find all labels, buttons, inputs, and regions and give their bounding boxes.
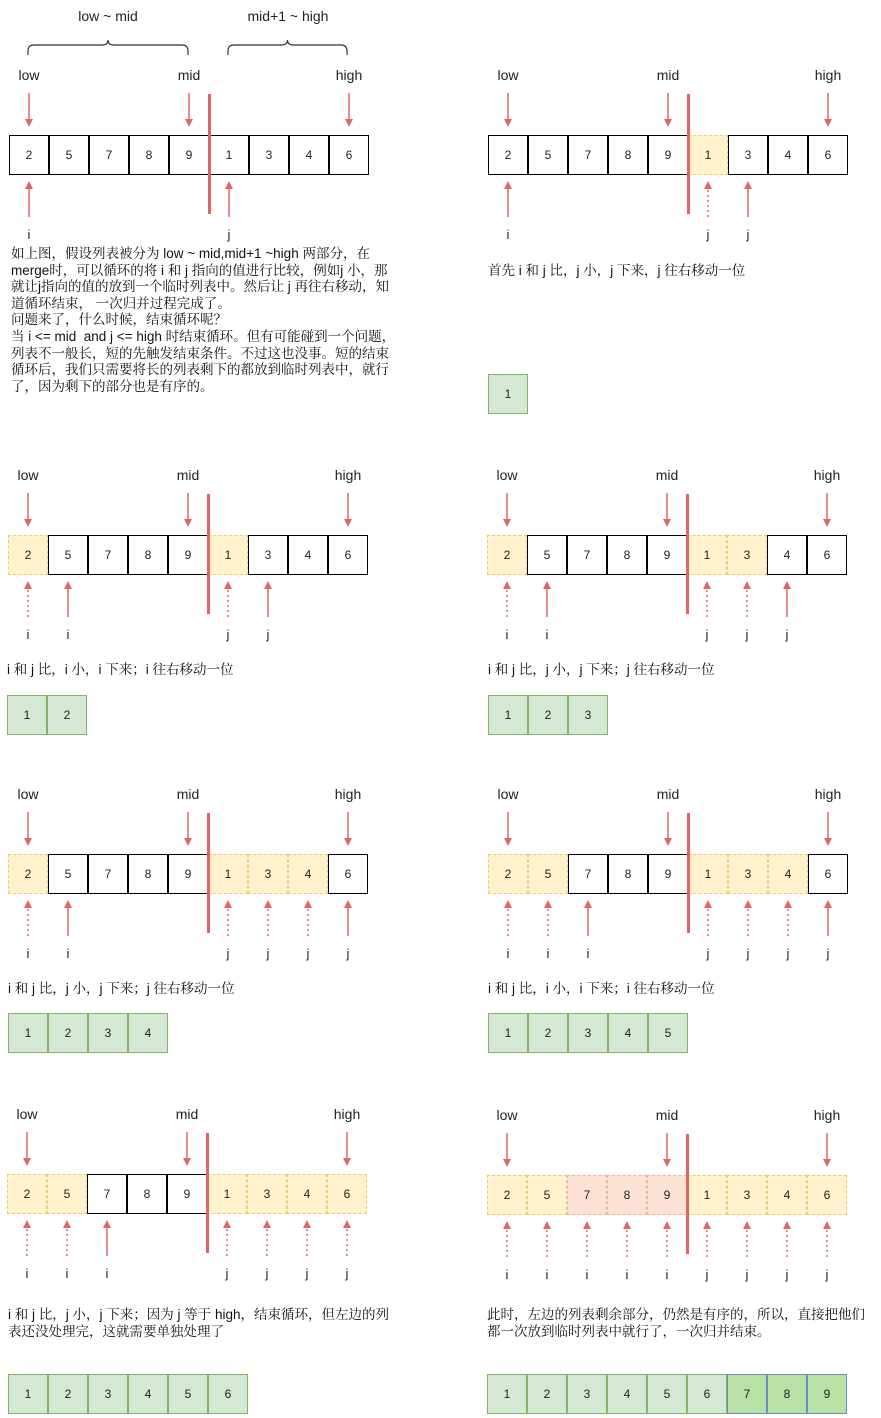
panel-4-high-label: high xyxy=(813,467,841,483)
panel-2-caption: 首先 i 和 j 比，j 小，j 下来，j 往右移动一位 xyxy=(488,263,746,278)
panel-6-array-cell: 5 xyxy=(528,854,568,894)
panel-7-temp-list-cell: 1 xyxy=(8,1374,48,1414)
panel-4-array-cell: 4 xyxy=(767,535,807,575)
panel-5-temp-list-cell: 1 xyxy=(8,1013,48,1053)
panel-4-array-cell: 9 xyxy=(647,535,687,575)
panel-1-i-pointer-arrow xyxy=(25,181,33,217)
panel-1-array-cell: 6 xyxy=(329,135,369,175)
panel-1-split-divider xyxy=(208,94,211,214)
panel-4-i-pointer-label: i xyxy=(545,627,549,642)
panel-2-array-cell: 3 xyxy=(728,135,768,175)
panel-6-high-arrow xyxy=(824,812,832,846)
panel-5-j-pointer-arrow xyxy=(304,900,312,936)
panel-5-array-cell: 8 xyxy=(128,854,168,894)
panel-2-array-cell: 4 xyxy=(768,135,808,175)
panel-7-j-pointer-label: j xyxy=(345,1266,349,1281)
panel-6-high-label: high xyxy=(814,786,842,802)
right-half-label: mid+1 ~ high xyxy=(247,8,329,24)
panel-5-i-pointer-arrow xyxy=(64,900,72,936)
panel-8-high-label: high xyxy=(813,1107,841,1123)
panel-4-split-divider xyxy=(686,494,689,614)
panel-7-i-pointer-arrow xyxy=(63,1220,71,1256)
panel-2-array-cell: 6 xyxy=(808,135,848,175)
panel-4-j-pointer-label: j xyxy=(785,627,789,642)
panel-1-high-arrow xyxy=(345,93,353,127)
panel-7-array-cell: 3 xyxy=(247,1174,287,1214)
panel-8-split-divider xyxy=(686,1134,689,1254)
panel-4-caption: i 和 j 比，j 小，j 下来；j 往右移动一位 xyxy=(488,662,715,677)
panel-3-i-pointer-label: i xyxy=(26,627,30,642)
panel-7-i-pointer-label: i xyxy=(25,1266,29,1281)
panel-8-high-arrow xyxy=(823,1133,831,1167)
panel-6-i-pointer-arrow xyxy=(504,900,512,936)
panel-3-split-divider xyxy=(207,494,210,614)
panel-2-array-cell: 9 xyxy=(648,135,688,175)
left-half-label: low ~ mid xyxy=(78,8,138,24)
panel-4-i-pointer-label: i xyxy=(505,627,509,642)
panel-5-array-cell: 3 xyxy=(248,854,288,894)
panel-2-split-divider xyxy=(687,94,690,214)
panel-1-mid-arrow xyxy=(185,93,193,127)
panel-1-array-cell: 1 xyxy=(209,135,249,175)
panel-6-array-cell: 7 xyxy=(568,854,608,894)
panel-4-temp-list-cell: 1 xyxy=(488,695,528,735)
panel-3-j-pointer-arrow xyxy=(264,581,272,617)
panel-1-low-arrow xyxy=(25,93,33,127)
panel-1-j-pointer-arrow xyxy=(225,181,233,217)
panel-8-i-pointer-label: i xyxy=(585,1267,589,1282)
panel-8-array-cell: 7 xyxy=(567,1175,607,1215)
panel-5-array-cell: 9 xyxy=(168,854,208,894)
panel-8-i-pointer-arrow xyxy=(543,1221,551,1257)
panel-5-mid-label: mid xyxy=(176,786,200,802)
panel-3-temp-list-cell: 1 xyxy=(7,695,47,735)
panel-7-j-pointer-arrow xyxy=(343,1220,351,1256)
panel-7-array-cell: 8 xyxy=(127,1174,167,1214)
panel-6-temp-list-cell: 5 xyxy=(648,1013,688,1053)
panel-2-low-label: low xyxy=(497,67,519,83)
panel-3-low-arrow xyxy=(24,493,32,527)
panel-8-i-pointer-label: i xyxy=(545,1267,549,1282)
panel-3-j-pointer-arrow xyxy=(224,581,232,617)
left-half-brace xyxy=(28,40,188,55)
panel-3-array-cell: 9 xyxy=(168,535,208,575)
panel-8-j-pointer-label: j xyxy=(825,1267,829,1282)
panel-1-j-pointer-label: j xyxy=(227,227,231,242)
panel-4-j-pointer-arrow xyxy=(743,581,751,617)
panel-2-temp-list-cell: 1 xyxy=(488,374,528,414)
panel-6-split-divider xyxy=(687,813,690,933)
panel-3-j-pointer-label: j xyxy=(266,627,270,642)
panel-8-temp-list-cell: 2 xyxy=(527,1374,567,1414)
panel-5-low-label: low xyxy=(17,786,39,802)
panel-4-array-cell: 8 xyxy=(607,535,647,575)
panel-6-low-arrow xyxy=(504,812,512,846)
panel-6-j-pointer-arrow xyxy=(704,900,712,936)
panel-8-low-label: low xyxy=(496,1107,518,1123)
panel-1-high-label: high xyxy=(335,67,363,83)
panel-4-j-pointer-arrow xyxy=(703,581,711,617)
panel-5-high-arrow xyxy=(344,812,352,846)
panel-4-array-cell: 6 xyxy=(807,535,847,575)
panel-4-array-cell: 5 xyxy=(527,535,567,575)
panel-8-array-cell: 4 xyxy=(767,1175,807,1215)
panel-8-temp-list-cell: 1 xyxy=(487,1374,527,1414)
panel-5-temp-list-cell: 3 xyxy=(88,1013,128,1053)
panel-5-array-cell: 2 xyxy=(8,854,48,894)
panel-7-mid-arrow xyxy=(183,1132,191,1166)
panel-5-high-label: high xyxy=(334,786,362,802)
panel-6-j-pointer-label: j xyxy=(746,946,750,961)
panel-4-j-pointer-arrow xyxy=(783,581,791,617)
panel-5-i-pointer-arrow xyxy=(24,900,32,936)
panel-6-j-pointer-label: j xyxy=(786,946,790,961)
panel-7-temp-list-cell: 6 xyxy=(208,1374,248,1414)
panel-7-array-cell: 5 xyxy=(47,1174,87,1214)
panel-3-i-pointer-arrow xyxy=(24,581,32,617)
panel-3-high-label: high xyxy=(334,467,362,483)
panel-6-array-cell: 6 xyxy=(808,854,848,894)
panel-6-array-cell: 4 xyxy=(768,854,808,894)
panel-3-array-cell: 2 xyxy=(8,535,48,575)
panel-6-array-cell: 1 xyxy=(688,854,728,894)
panel-2-array-cell: 8 xyxy=(608,135,648,175)
panel-5-array-cell: 4 xyxy=(288,854,328,894)
panel-1-array-cell: 5 xyxy=(49,135,89,175)
panel-1-array-cell: 3 xyxy=(249,135,289,175)
panel-2-low-arrow xyxy=(504,93,512,127)
panel-1-low-label: low xyxy=(18,67,40,83)
panel-7-array-cell: 7 xyxy=(87,1174,127,1214)
panel-8-temp-list-cell: 3 xyxy=(567,1374,607,1414)
panel-8-i-pointer-label: i xyxy=(625,1267,629,1282)
panel-3-array-cell: 4 xyxy=(288,535,328,575)
panel-6-i-pointer-arrow xyxy=(584,900,592,936)
panel-7-i-pointer-label: i xyxy=(65,1266,69,1281)
panel-3-mid-label: mid xyxy=(176,467,200,483)
panel-6-caption: i 和 j 比，i 小，i 下来；i 往右移动一位 xyxy=(488,981,715,996)
panel-6-j-pointer-label: j xyxy=(826,946,830,961)
panel-8-j-pointer-arrow xyxy=(783,1221,791,1257)
panel-8-array-cell: 2 xyxy=(487,1175,527,1215)
panel-2-i-pointer-label: i xyxy=(506,227,510,242)
panel-8-i-pointer-arrow xyxy=(503,1221,511,1257)
panel-5-j-pointer-arrow xyxy=(224,900,232,936)
panel-7-temp-list-cell: 5 xyxy=(168,1374,208,1414)
panel-7-j-pointer-label: j xyxy=(305,1266,309,1281)
panel-6-array-cell: 2 xyxy=(488,854,528,894)
panel-8-j-pointer-arrow xyxy=(743,1221,751,1257)
panel-2-j-pointer-label: j xyxy=(746,227,750,242)
panel-7-i-pointer-arrow xyxy=(23,1220,31,1256)
panel-3-high-arrow xyxy=(344,493,352,527)
panel-2-i-pointer-arrow xyxy=(504,181,512,217)
panel-7-array-cell: 4 xyxy=(287,1174,327,1214)
panel-7-caption: i 和 j 比，j 小，j 下来；因为 j 等于 high，结束循环，但左边的列表还没处理完，这就需要单独处理了 xyxy=(8,1307,390,1339)
intro-paragraph: 如上图，假设列表被分为 low ~ mid,mid+1 ~high 两部分，在merge时，可以循环的将 i 和 j 指向的值进行比较，例如j 小，那就让j指向的值的放到一个临时列表中。然后让 j 再往右移动，知道循环结束， 一次归并过程完成了。 问题来了，什么时候，结束循环呢？ 当 i <= mid and j <= high 时结束循环。但有可能碰到一个问题，列表不一般长，短的先触发结束条件。不过这也没事。短的结束循环后，我们只需要将长的列表剩下的都放到临时列表中，就行了，因为剩下的部分也是有序的。 xyxy=(11,246,396,394)
panel-4-i-pointer-arrow xyxy=(543,581,551,617)
panel-5-j-pointer-label: j xyxy=(346,946,350,961)
panel-6-mid-label: mid xyxy=(656,786,680,802)
panel-6-temp-list-cell: 2 xyxy=(528,1013,568,1053)
panel-4-i-pointer-arrow xyxy=(503,581,511,617)
panel-3-array-cell: 6 xyxy=(328,535,368,575)
panel-4-mid-arrow xyxy=(663,493,671,527)
panel-8-i-pointer-arrow xyxy=(583,1221,591,1257)
panel-7-array-cell: 6 xyxy=(327,1174,367,1214)
panel-5-j-pointer-arrow xyxy=(344,900,352,936)
panel-7-array-cell: 9 xyxy=(167,1174,207,1214)
panel-2-array-cell: 1 xyxy=(688,135,728,175)
panel-7-low-arrow xyxy=(23,1132,31,1166)
panel-3-caption: i 和 j 比，i 小，i 下来；i 往右移动一位 xyxy=(7,662,234,677)
panel-8-temp-list-cell: 5 xyxy=(647,1374,687,1414)
panel-7-j-pointer-arrow xyxy=(263,1220,271,1256)
panel-7-high-arrow xyxy=(343,1132,351,1166)
panel-4-array-cell: 2 xyxy=(487,535,527,575)
panel-7-split-divider xyxy=(206,1133,209,1253)
panel-5-mid-arrow xyxy=(184,812,192,846)
panel-4-low-arrow xyxy=(503,493,511,527)
panel-7-temp-list-cell: 2 xyxy=(48,1374,88,1414)
panel-8-temp-list-cell: 4 xyxy=(607,1374,647,1414)
panel-5-temp-list-cell: 4 xyxy=(128,1013,168,1053)
panel-8-temp-list-cell: 6 xyxy=(687,1374,727,1414)
panel-7-mid-label: mid xyxy=(175,1106,199,1122)
panel-2-high-label: high xyxy=(814,67,842,83)
panel-8-caption: 此时，左边的列表剩余部分，仍然是有序的，所以，直接把他们都一次放到临时列表中就行了，一次归并结束。 xyxy=(487,1307,865,1339)
panel-8-temp-list-cell: 7 xyxy=(727,1374,767,1414)
panel-3-j-pointer-label: j xyxy=(226,627,230,642)
panel-3-array-cell: 1 xyxy=(208,535,248,575)
panel-5-j-pointer-arrow xyxy=(264,900,272,936)
panel-4-temp-list-cell: 3 xyxy=(568,695,608,735)
panel-4-array-cell: 1 xyxy=(687,535,727,575)
panel-4-j-pointer-label: j xyxy=(705,627,709,642)
panel-3-array-cell: 8 xyxy=(128,535,168,575)
panel-4-array-cell: 3 xyxy=(727,535,767,575)
panel-2-mid-arrow xyxy=(664,93,672,127)
panel-7-temp-list-cell: 3 xyxy=(88,1374,128,1414)
panel-8-j-pointer-label: j xyxy=(785,1267,789,1282)
panel-2-array-cell: 2 xyxy=(488,135,528,175)
panel-5-array-cell: 1 xyxy=(208,854,248,894)
panel-5-j-pointer-label: j xyxy=(306,946,310,961)
panel-8-array-cell: 1 xyxy=(687,1175,727,1215)
panel-8-array-cell: 9 xyxy=(647,1175,687,1215)
panel-8-array-cell: 5 xyxy=(527,1175,567,1215)
panel-7-temp-list-cell: 4 xyxy=(128,1374,168,1414)
panel-1-array-cell: 9 xyxy=(169,135,209,175)
panel-2-mid-label: mid xyxy=(656,67,680,83)
panel-7-j-pointer-label: j xyxy=(225,1266,229,1281)
panel-6-i-pointer-label: i xyxy=(546,946,550,961)
panel-5-i-pointer-label: i xyxy=(66,946,70,961)
panel-8-i-pointer-label: i xyxy=(505,1267,509,1282)
panel-4-temp-list-cell: 2 xyxy=(528,695,568,735)
panel-5-temp-list-cell: 2 xyxy=(48,1013,88,1053)
panel-3-temp-list-cell: 2 xyxy=(47,695,87,735)
panel-7-low-label: low xyxy=(16,1106,38,1122)
panel-5-array-cell: 5 xyxy=(48,854,88,894)
panel-2-high-arrow xyxy=(824,93,832,127)
panel-3-array-cell: 3 xyxy=(248,535,288,575)
panel-8-i-pointer-arrow xyxy=(623,1221,631,1257)
panel-8-temp-list-cell: 9 xyxy=(807,1374,847,1414)
panel-6-array-cell: 3 xyxy=(728,854,768,894)
panel-4-array-cell: 7 xyxy=(567,535,607,575)
panel-5-low-arrow xyxy=(24,812,32,846)
panel-3-i-pointer-arrow xyxy=(64,581,72,617)
panel-7-i-pointer-label: i xyxy=(105,1266,109,1281)
panel-1-mid-label: mid xyxy=(177,67,201,83)
panel-6-j-pointer-label: j xyxy=(706,946,710,961)
panel-3-i-pointer-label: i xyxy=(66,627,70,642)
panel-8-i-pointer-label: i xyxy=(665,1267,669,1282)
panel-8-j-pointer-label: j xyxy=(705,1267,709,1282)
panel-8-low-arrow xyxy=(503,1133,511,1167)
panel-7-array-cell: 1 xyxy=(207,1174,247,1214)
panel-5-split-divider xyxy=(207,813,210,933)
panel-7-high-label: high xyxy=(333,1106,361,1122)
panel-2-array-cell: 7 xyxy=(568,135,608,175)
panel-4-mid-label: mid xyxy=(655,467,679,483)
panel-6-j-pointer-arrow xyxy=(784,900,792,936)
panel-8-array-cell: 8 xyxy=(607,1175,647,1215)
panel-6-temp-list-cell: 4 xyxy=(608,1013,648,1053)
panel-8-temp-list-cell: 8 xyxy=(767,1374,807,1414)
panel-8-i-pointer-arrow xyxy=(663,1221,671,1257)
panel-3-low-label: low xyxy=(17,467,39,483)
panel-2-j-pointer-label: j xyxy=(706,227,710,242)
panel-7-j-pointer-arrow xyxy=(303,1220,311,1256)
panel-6-low-label: low xyxy=(497,786,519,802)
panel-2-array-cell: 5 xyxy=(528,135,568,175)
panel-2-j-pointer-arrow xyxy=(704,181,712,217)
panel-6-temp-list-cell: 1 xyxy=(488,1013,528,1053)
panel-5-j-pointer-label: j xyxy=(226,946,230,961)
panel-5-i-pointer-label: i xyxy=(26,946,30,961)
panel-1-i-pointer-label: i xyxy=(27,227,31,242)
panel-5-array-cell: 7 xyxy=(88,854,128,894)
panel-8-j-pointer-label: j xyxy=(745,1267,749,1282)
panel-1-array-cell: 2 xyxy=(9,135,49,175)
panel-5-j-pointer-label: j xyxy=(266,946,270,961)
panel-1-array-cell: 4 xyxy=(289,135,329,175)
panel-6-mid-arrow xyxy=(664,812,672,846)
panel-6-array-cell: 8 xyxy=(608,854,648,894)
panel-6-j-pointer-arrow xyxy=(744,900,752,936)
panel-6-i-pointer-label: i xyxy=(586,946,590,961)
panel-8-j-pointer-arrow xyxy=(703,1221,711,1257)
panel-6-j-pointer-arrow xyxy=(824,900,832,936)
panel-7-i-pointer-arrow xyxy=(103,1220,111,1256)
panel-7-array-cell: 2 xyxy=(7,1174,47,1214)
panel-6-array-cell: 9 xyxy=(648,854,688,894)
panel-4-j-pointer-label: j xyxy=(745,627,749,642)
panel-8-array-cell: 6 xyxy=(807,1175,847,1215)
panel-4-low-label: low xyxy=(496,467,518,483)
panel-7-j-pointer-label: j xyxy=(265,1266,269,1281)
panel-1-array-cell: 7 xyxy=(89,135,129,175)
panel-1-array-cell: 8 xyxy=(129,135,169,175)
panel-4-high-arrow xyxy=(823,493,831,527)
panel-6-i-pointer-arrow xyxy=(544,900,552,936)
panel-6-i-pointer-label: i xyxy=(506,946,510,961)
right-half-brace xyxy=(228,40,347,55)
panel-8-j-pointer-arrow xyxy=(823,1221,831,1257)
panel-8-array-cell: 3 xyxy=(727,1175,767,1215)
panel-8-mid-label: mid xyxy=(655,1107,679,1123)
panel-3-mid-arrow xyxy=(184,493,192,527)
panel-5-caption: i 和 j 比，j 小，j 下来；j 往右移动一位 xyxy=(8,981,235,996)
panel-6-temp-list-cell: 3 xyxy=(568,1013,608,1053)
panel-7-j-pointer-arrow xyxy=(223,1220,231,1256)
panel-8-mid-arrow xyxy=(663,1133,671,1167)
panel-3-array-cell: 7 xyxy=(88,535,128,575)
panel-2-j-pointer-arrow xyxy=(744,181,752,217)
panel-3-array-cell: 5 xyxy=(48,535,88,575)
panel-5-array-cell: 6 xyxy=(328,854,368,894)
